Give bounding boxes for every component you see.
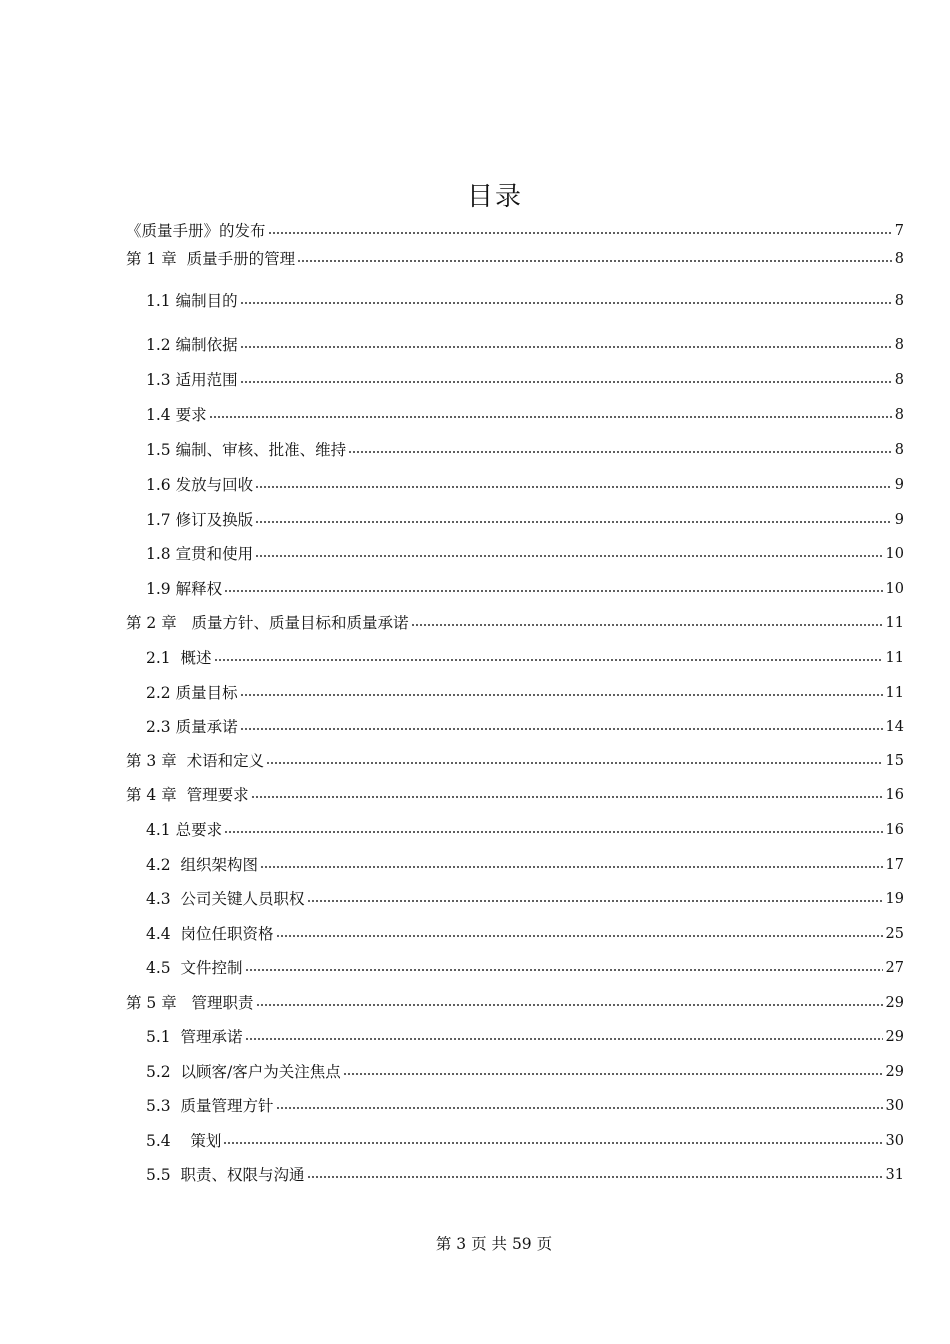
toc-entry-page-number: 10	[885, 546, 904, 562]
toc-entry[interactable]	[146, 332, 904, 356]
toc-entry-label: 第 3 章 术语和定义	[126, 752, 265, 770]
toc-entry[interactable]	[146, 576, 904, 600]
toc-leader-dots	[256, 1002, 883, 1008]
toc-entry-label: 1.1 编制目的	[146, 292, 238, 310]
toc-entry-page-number: 19	[885, 891, 904, 907]
toc-entry-label: 5.4 策划	[146, 1132, 222, 1150]
toc-entry[interactable]	[126, 748, 904, 772]
toc-entry-page-number: 30	[885, 1098, 904, 1114]
toc-entry-page-number: 11	[885, 615, 904, 631]
toc-entry[interactable]	[146, 852, 904, 876]
toc-entry-label: 4.2 组织架构图	[146, 856, 259, 874]
toc-entry[interactable]	[146, 1024, 904, 1048]
toc-entry-page-number: 9	[894, 477, 904, 493]
toc-leader-dots	[251, 794, 883, 800]
toc-entry[interactable]	[146, 955, 904, 979]
toc-entry[interactable]	[146, 886, 904, 910]
toc-entry[interactable]	[146, 1128, 904, 1152]
toc-entry[interactable]	[146, 437, 904, 461]
toc-entry-page-number: 16	[885, 787, 904, 803]
toc-entry-page-number: 8	[894, 372, 904, 388]
toc-leader-dots	[411, 622, 883, 628]
toc-entry-page-number: 17	[885, 857, 904, 873]
toc-entry-page-number: 29	[885, 1064, 904, 1080]
toc-entry-page-number: 31	[885, 1167, 904, 1183]
toc-leader-dots	[307, 898, 883, 904]
toc-entry[interactable]	[126, 990, 904, 1014]
toc-entry-label: 4.3 公司关键人员职权	[146, 890, 305, 908]
toc-leader-dots	[214, 657, 883, 663]
toc-entry[interactable]	[146, 472, 904, 496]
toc-entry-page-number: 8	[894, 251, 904, 267]
toc-leader-dots	[245, 967, 883, 973]
toc-leader-dots	[266, 760, 882, 766]
toc-entry-label: 5.2 以顾客/客户为关注焦点	[146, 1063, 341, 1081]
toc-leader-dots	[255, 484, 892, 490]
toc-leader-dots	[297, 258, 892, 264]
toc-entry-page-number: 11	[885, 650, 904, 666]
toc-entry-label: 第 2 章 质量方针、质量目标和质量承诺	[126, 614, 409, 632]
toc-entry[interactable]	[146, 714, 904, 738]
toc-leader-dots	[245, 1036, 883, 1042]
toc-entry[interactable]	[126, 246, 904, 270]
toc-entry-label: 5.5 职责、权限与沟通	[146, 1166, 305, 1184]
toc-entry-label: 5.1 管理承诺	[146, 1028, 243, 1046]
toc-entry-label: 2.3 质量承诺	[146, 718, 238, 736]
toc-leader-dots	[240, 726, 883, 732]
toc-leader-dots	[240, 379, 892, 385]
toc-entry-label: 1.5 编制、审核、批准、维持	[146, 441, 347, 459]
toc-entry[interactable]	[146, 541, 904, 565]
toc-entry[interactable]	[146, 817, 904, 841]
toc-entry-label: 4.1 总要求	[146, 821, 223, 839]
toc-entry-label: 第 1 章 质量手册的管理	[126, 250, 296, 268]
toc-leader-dots	[260, 864, 883, 870]
toc-entry[interactable]	[146, 1162, 904, 1186]
toc-entry-page-number: 8	[894, 337, 904, 353]
toc-leader-dots	[276, 933, 883, 939]
toc-entry-label: 1.6 发放与回收	[146, 476, 254, 494]
toc-entry-label: 《质量手册》的发布	[126, 222, 266, 240]
toc-entry[interactable]	[146, 1093, 904, 1117]
toc-entry[interactable]	[146, 680, 904, 704]
toc-leader-dots	[276, 1105, 883, 1111]
toc-entry-label: 第 5 章 管理职责	[126, 994, 254, 1012]
toc-entry-page-number: 8	[894, 442, 904, 458]
toc-entry-page-number: 14	[885, 719, 904, 735]
toc-entry-page-number: 27	[885, 960, 904, 976]
toc-leader-dots	[240, 300, 892, 306]
toc-leader-dots	[224, 588, 882, 594]
toc-leader-dots	[343, 1071, 883, 1077]
toc-entry[interactable]	[146, 367, 904, 391]
toc-entry-label: 4.4 岗位任职资格	[146, 925, 274, 943]
toc-entry[interactable]	[146, 402, 904, 426]
toc-entry-page-number: 9	[894, 512, 904, 528]
toc-entry-label: 1.9 解释权	[146, 580, 223, 598]
page-footer: 第 3 页 共 59 页	[435, 1235, 553, 1253]
toc-leader-dots	[240, 344, 892, 350]
toc-leader-dots	[255, 519, 892, 525]
toc-entry-label: 1.2 编制依据	[146, 336, 238, 354]
toc-leader-dots	[268, 230, 892, 236]
toc-entry-page-number: 11	[885, 685, 904, 701]
toc-entry-label: 1.3 适用范围	[146, 371, 238, 389]
toc-entry-page-number: 16	[885, 822, 904, 838]
toc-entry-label: 1.4 要求	[146, 406, 207, 424]
toc-entry-page-number: 29	[885, 995, 904, 1011]
toc-entry-page-number: 15	[885, 753, 904, 769]
toc-leader-dots	[224, 829, 882, 835]
toc-entry-label: 2.2 质量目标	[146, 684, 238, 702]
toc-entry-page-number: 25	[885, 926, 904, 942]
toc-entry-label: 第 4 章 管理要求	[126, 786, 249, 804]
toc-entry-label: 4.5 文件控制	[146, 959, 243, 977]
toc-leader-dots	[240, 692, 883, 698]
toc-entry-label: 1.7 修订及换版	[146, 511, 254, 529]
toc-entry-label: 1.8 宣贯和使用	[146, 545, 254, 563]
toc-entry[interactable]	[146, 1059, 904, 1083]
toc-title: 目录	[466, 182, 523, 212]
toc-entry-label: 5.3 质量管理方针	[146, 1097, 274, 1115]
toc-entry[interactable]	[126, 218, 904, 242]
toc-entry[interactable]	[126, 782, 904, 806]
toc-entry-label: 2.1 概述	[146, 649, 212, 667]
toc-entry-page-number: 10	[885, 581, 904, 597]
toc-entry[interactable]	[146, 507, 904, 531]
toc-entry-page-number: 8	[894, 407, 904, 423]
toc-entry[interactable]	[126, 610, 904, 634]
toc-leader-dots	[255, 553, 882, 559]
toc-entry-page-number: 7	[894, 223, 904, 239]
toc-leader-dots	[307, 1174, 883, 1180]
toc-entry[interactable]	[146, 288, 904, 312]
toc-entry-page-number: 30	[885, 1133, 904, 1149]
toc-entry[interactable]	[146, 645, 904, 669]
toc-leader-dots	[209, 414, 892, 420]
toc-entry-page-number: 8	[894, 293, 904, 309]
toc-entry-page-number: 29	[885, 1029, 904, 1045]
toc-leader-dots	[223, 1140, 882, 1146]
toc-entry[interactable]	[146, 921, 904, 945]
toc-leader-dots	[348, 449, 892, 455]
